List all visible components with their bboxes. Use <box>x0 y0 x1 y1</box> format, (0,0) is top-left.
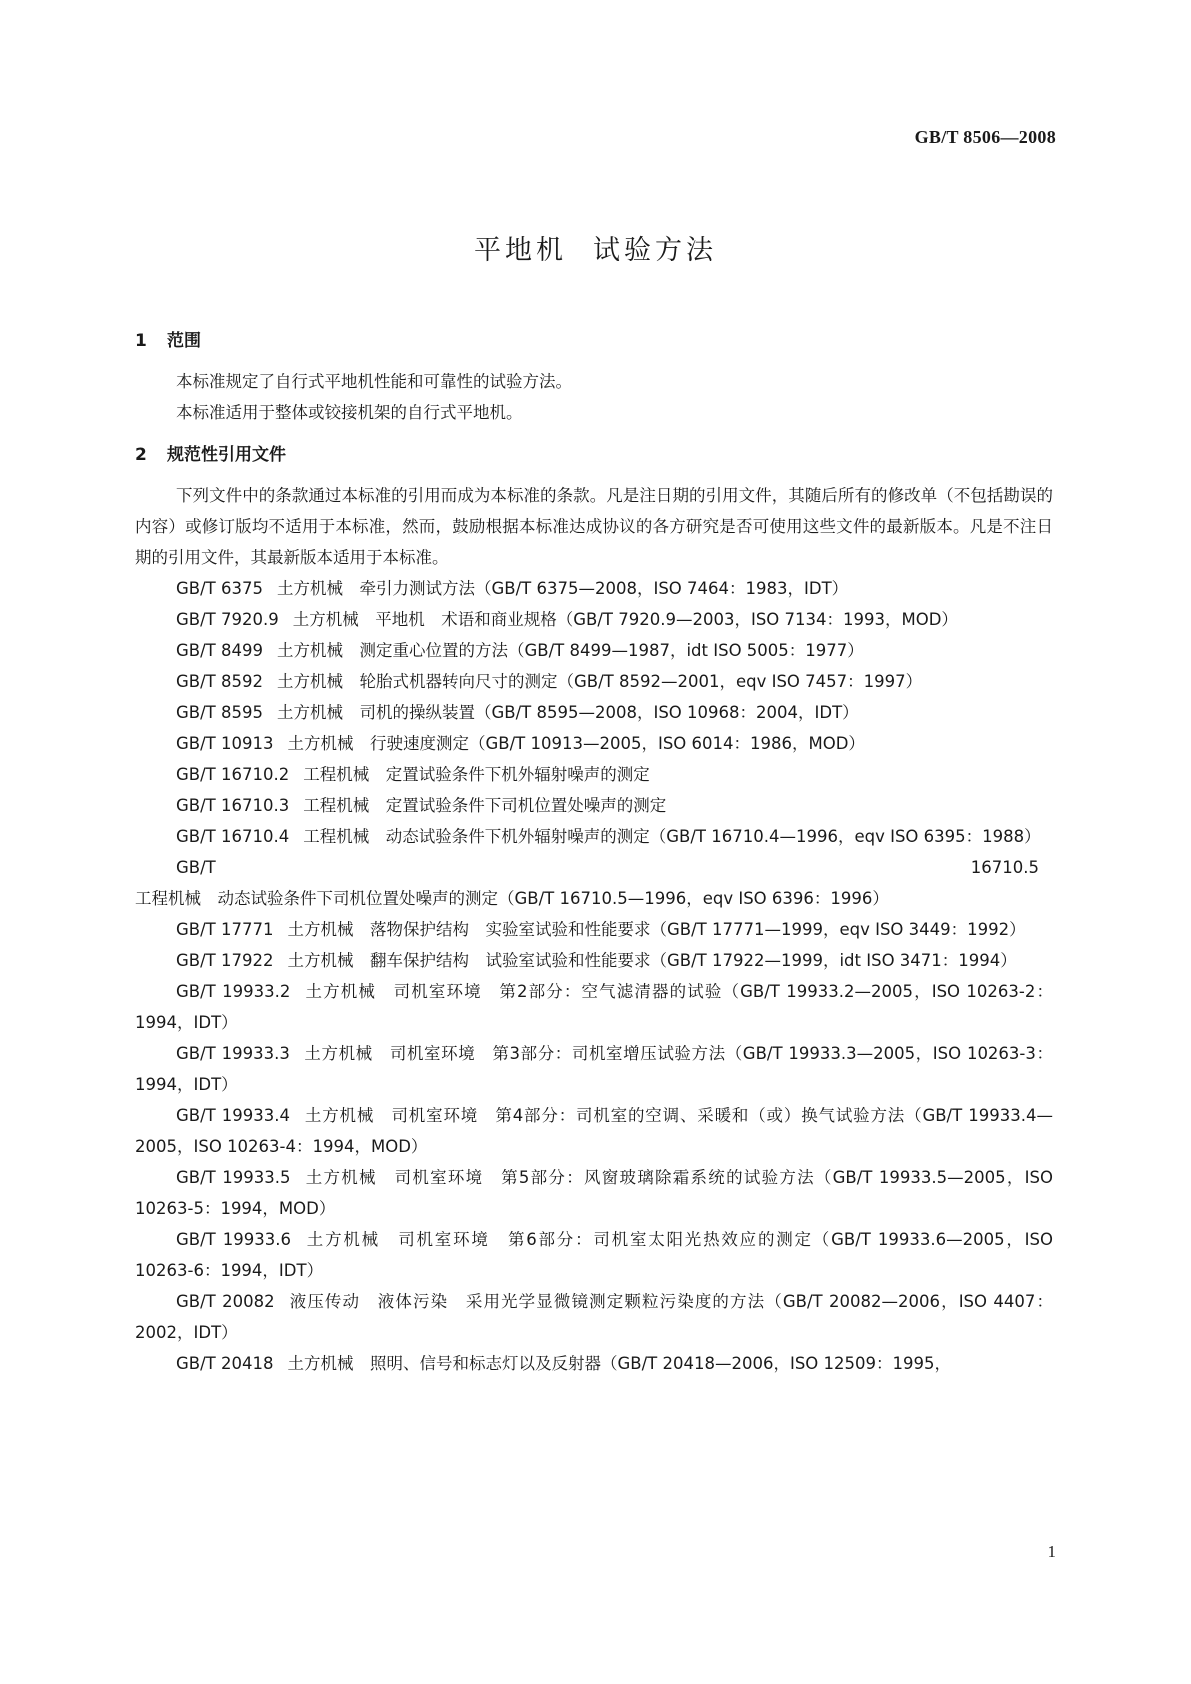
reference-item <box>135 635 1053 666</box>
reference-code: GB/T 16710.3 <box>176 796 290 815</box>
reference-item <box>135 1224 1053 1286</box>
reference-item <box>135 1286 1053 1348</box>
reference-text: 土方机械 司机室环境 第2部分：空气滤清器的试验（GB/T 19933.2—2005，ISO 10263-2：1994，IDT） <box>135 982 1053 1032</box>
reference-code: GB/T 19933.2 <box>176 982 291 1001</box>
reference-text: 土方机械 司机室环境 第5部分：风窗玻璃除霜系统的试验方法（GB/T 19933.5—2005，ISO 10263-5：1994，MOD） <box>135 1168 1053 1218</box>
reference-item <box>135 976 1053 1038</box>
section-1-title: 范围 <box>167 331 201 351</box>
section-2-number: 2 <box>135 445 147 465</box>
reference-code: GB/T 16710.5 <box>176 858 1039 877</box>
reference-text: 工程机械 定置试验条件下机外辐射噪声的测定 <box>303 765 650 784</box>
reference-code: GB/T 8592 <box>176 672 263 691</box>
reference-text: 土方机械 测定重心位置的方法（GB/T 8499—1987，idt ISO 5005：1977） <box>276 641 864 660</box>
reference-code: GB/T 8595 <box>176 703 263 722</box>
section-1-number: 1 <box>135 331 147 351</box>
reference-text: 土方机械 司机室环境 第6部分：司机室太阳光热效应的测定（GB/T 19933.6—2005，ISO 10263-6：1994，IDT） <box>135 1230 1053 1280</box>
reference-text: 土方机械 司机的操纵装置（GB/T 8595—2008，ISO 10968：2004，IDT） <box>276 703 859 722</box>
reference-item <box>135 666 1053 697</box>
reference-item <box>135 1100 1053 1162</box>
reference-item <box>135 573 1053 604</box>
reference-item <box>135 1038 1053 1100</box>
reference-item <box>135 852 1053 914</box>
reference-text: 土方机械 司机室环境 第3部分：司机室增压试验方法（GB/T 19933.3—2005，ISO 10263-3：1994，IDT） <box>135 1044 1053 1094</box>
reference-code: GB/T 19933.6 <box>176 1230 292 1249</box>
reference-code: GB/T 19933.4 <box>176 1106 291 1125</box>
standard-number: GB/T 8506—2008 <box>914 127 1056 147</box>
reference-code: GB/T 19933.3 <box>176 1044 290 1063</box>
reference-code: GB/T 6375 <box>176 579 263 598</box>
section-1-paragraph: 本标准规定了自行式平地机性能和可靠性的试验方法。 <box>176 372 572 391</box>
reference-text: 工程机械 定置试验条件下司机位置处噪声的测定 <box>303 796 667 815</box>
section-1-heading <box>135 326 1053 356</box>
section-2-title: 规范性引用文件 <box>167 445 286 465</box>
section-2-heading <box>135 440 1053 470</box>
reference-code: GB/T 16710.4 <box>176 827 290 846</box>
page-title <box>0 228 1191 267</box>
reference-text: 工程机械 动态试验条件下司机位置处噪声的测定（GB/T 16710.5—1996，eqv ISO 6396：1996） <box>135 889 889 908</box>
reference-code: GB/T 17771 <box>176 920 274 939</box>
page-number: 1 <box>1047 1542 1056 1561</box>
reference-code: GB/T 19933.5 <box>176 1168 291 1187</box>
reference-item <box>135 1348 1053 1379</box>
reference-code: GB/T 7920.9 <box>176 610 279 629</box>
reference-text: 土方机械 平地机 术语和商业规格（GB/T 7920.9—2003，ISO 7134：1993，MOD） <box>292 610 958 629</box>
reference-code: GB/T 17922 <box>176 951 274 970</box>
section-2-intro: 下列文件中的条款通过本标准的引用而成为本标准的条款。凡是注日期的引用文件，其随后所有的修改单（不包括勘误的内容）或修订版均不适用于本标准，然而，鼓励根据本标准达成协议的各方研究是否可使用这些文件的最新版本。凡是不注日期的引用文件，其最新版本适用于本标准。 <box>135 486 1053 567</box>
reference-item <box>135 914 1053 945</box>
reference-item <box>135 697 1053 728</box>
reference-item <box>135 728 1053 759</box>
reference-text: 土方机械 牵引力测试方法（GB/T 6375—2008，ISO 7464：1983，IDT） <box>276 579 849 598</box>
reference-code: GB/T 8499 <box>176 641 263 660</box>
reference-text: 土方机械 落物保护结构 实验室试验和性能要求（GB/T 17771—1999，eqv ISO 3449：1992） <box>287 920 1026 939</box>
document-body <box>135 326 1053 1379</box>
reference-text: 土方机械 翻车保护结构 试验室试验和性能要求（GB/T 17922—1999，idt ISO 3471：1994） <box>287 951 1017 970</box>
title-part2: 试验方法 <box>593 235 717 266</box>
reference-text: 土方机械 照明、信号和标志灯以及反射器（GB/T 20418—2006，ISO 12509：1995， <box>287 1354 952 1373</box>
reference-code: GB/T 10913 <box>176 734 274 753</box>
reference-item <box>135 759 1053 790</box>
reference-item <box>135 945 1053 976</box>
section-1-paragraph: 本标准适用于整体或铰接机架的自行式平地机。 <box>176 403 523 422</box>
reference-text: 土方机械 司机室环境 第4部分：司机室的空调、采暖和（或）换气试验方法（GB/T 19933.4—2005，ISO 10263-4：1994，MOD） <box>135 1106 1053 1156</box>
reference-text: 工程机械 动态试验条件下机外辐射噪声的测定（GB/T 16710.4—1996，eqv ISO 6395：1988） <box>303 827 1041 846</box>
reference-code: GB/T 20418 <box>176 1354 274 1373</box>
reference-code: GB/T 20082 <box>176 1292 275 1311</box>
title-part1: 平地机 <box>474 235 567 266</box>
reference-text: 土方机械 轮胎式机器转向尺寸的测定（GB/T 8592—2001，eqv ISO 7457：1997） <box>276 672 923 691</box>
reference-text: 土方机械 行驶速度测定（GB/T 10913—2005，ISO 6014：1986，MOD） <box>287 734 865 753</box>
reference-item <box>135 604 1053 635</box>
reference-item <box>135 1162 1053 1224</box>
reference-text: 液压传动 液体污染 采用光学显微镜测定颗粒污染度的方法（GB/T 20082—2006，ISO 4407：2002，IDT） <box>135 1292 1053 1342</box>
reference-item <box>135 821 1053 852</box>
reference-item <box>135 790 1053 821</box>
reference-code: GB/T 16710.2 <box>176 765 290 784</box>
